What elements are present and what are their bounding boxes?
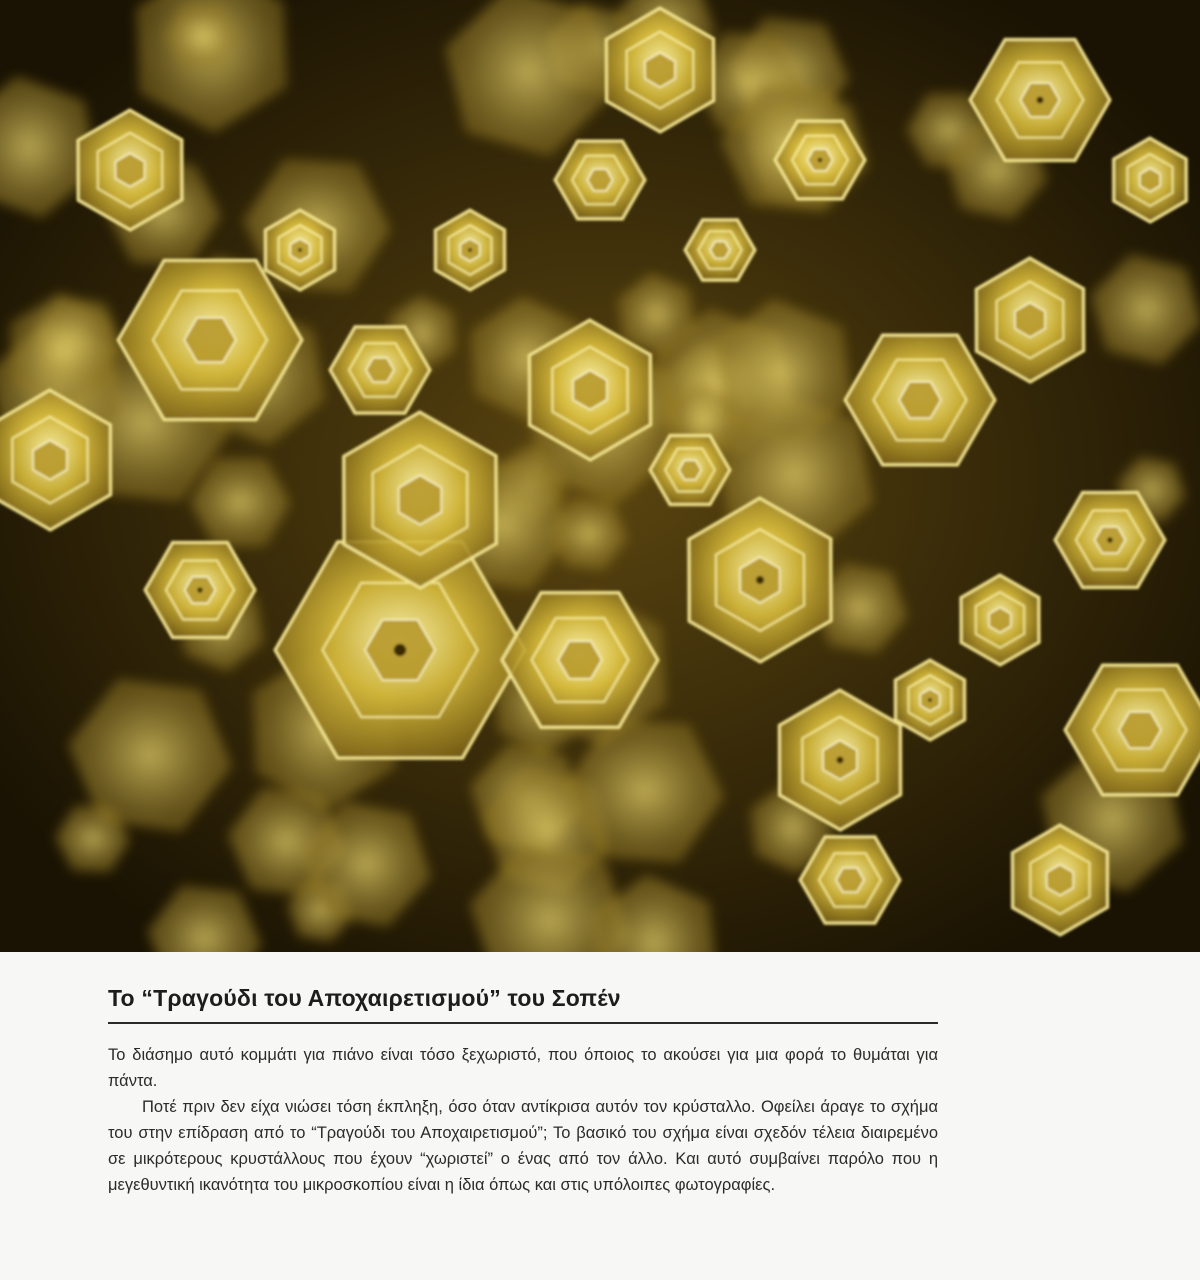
title-underline <box>108 1022 938 1024</box>
article-title: Το “Τραγούδι του Αποχαιρετισμού” του Σοπέν <box>108 985 621 1011</box>
article-text <box>108 985 938 1198</box>
article-paragraph-2: Ποτέ πριν δεν είχα νιώσει τόση έκπληξη, όσο όταν αντίκρισα αυτόν τον κρύσταλλο. Οφείλει άραγε το σχήμα του στην επίδραση από το “Τραγούδι του Αποχαιρετισμού”; Το βασικό του σχήμα είναι σχεδόν τέλεια διαιρεμένο σε μικρότερους κρυστάλλους που έχουν “χωριστεί” ο ένας από τον άλλο. Και αυτό συμβαίνει παρόλο που η μεγεθυντική ικανότητα του μικροσκοπίου είναι η ίδια όπως και στις υπόλοιπες φωτογραφίες. <box>108 1098 938 1194</box>
article-paragraph-1: Το διάσημο αυτό κομμάτι για πιάνο είναι τόσο ξεχωριστό, που όποιος το ακούσει για μια φορά το θυμάται για πάντα. <box>108 1046 938 1090</box>
